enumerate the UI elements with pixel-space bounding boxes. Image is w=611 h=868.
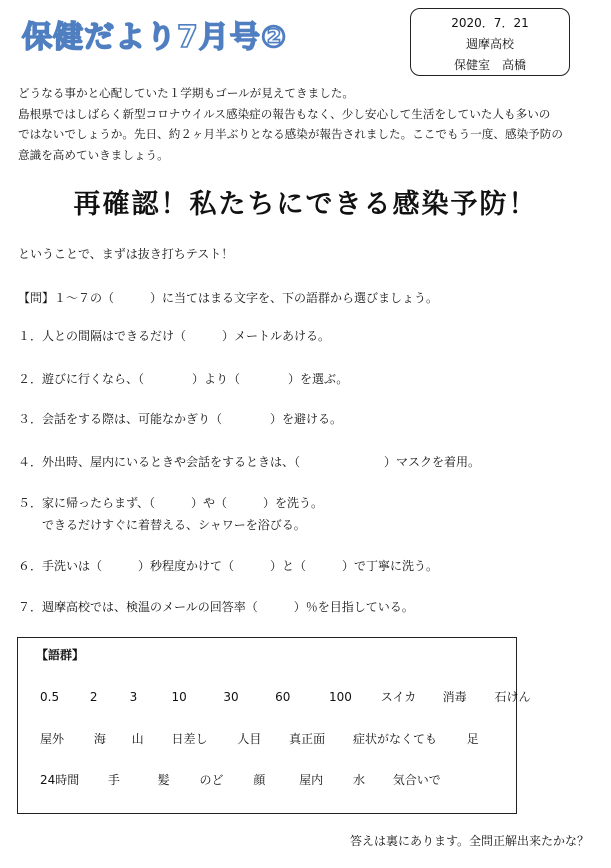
question-instruction: 【問】１～７の（ ）に当てはまる文字を、下の語群から選びましょう。 (18, 291, 439, 305)
word-item: 気合いで (392, 773, 441, 787)
intro-line: ではないでしょうか。先日、約２ヶ月半ぶりとなる感染が報告されました。ここでもう一度、感染予防の (18, 127, 563, 141)
intro-line: 島根県ではしばらく新型コロナウイルス感染症の報告もなく、少し安心して生活をしていた人も多いの (18, 106, 551, 121)
intro-line: どうなる事かと心配していた１学期もゴールが見えてきました。 (18, 86, 354, 100)
word-item: 症状がなくても (352, 732, 437, 746)
intro-paragraph (18, 83, 598, 165)
question-5-note: できるだけすぐに着替える、シャワーを浴びる。 (18, 518, 306, 532)
word-item: 人目 (237, 732, 262, 746)
question-1: １．人との間隔はできるだけ（ ）メートルあける。 (18, 329, 331, 343)
word-item: 10 (171, 690, 187, 704)
question-2: ２．遊びに行くなら、（ ）より（ ）を選ぶ。 (18, 372, 349, 386)
word-bank-box (17, 637, 531, 814)
word-item: 3 (129, 690, 138, 704)
footer-note: 答えは裏にあります。全問正解出来たかな？ (349, 834, 589, 848)
word-item: 髪 (157, 773, 170, 787)
issue-date: 2020．7．21 (451, 16, 529, 30)
word-item: 24時間 (40, 773, 80, 787)
question-7: ７．週摩高校では、検温のメールの回答率（ ）％を目指している。 (18, 600, 414, 614)
word-item: 60 (275, 690, 291, 704)
word-item: 0.5 (40, 690, 60, 704)
section-heading: 再確認！私たちにできる感染予防！ (73, 189, 538, 220)
word-item: 屋内 (299, 773, 324, 787)
question-6: ６．手洗いは（ ）秒程度かけて（ ）と（ ）で丁寧に洗う。 (18, 559, 439, 573)
word-item: 石けん (494, 690, 531, 704)
word-bank-row (40, 771, 441, 788)
word-item: 水 (352, 773, 365, 787)
word-item: 100 (328, 690, 352, 704)
word-item: 30 (223, 690, 239, 704)
word-item: 2 (89, 690, 98, 704)
intro-line: 意識を高めていきましょう。 (18, 147, 169, 162)
word-item: のど (199, 773, 224, 787)
word-bank-row (40, 688, 530, 705)
word-item: 顔 (253, 773, 266, 787)
question-5: ５．家に帰ったらまず、（ ）や（ ）を洗う。 (18, 496, 324, 510)
word-item: 山 (131, 732, 144, 746)
question-4: ４．外出時、屋内にいるときや会話をするときは、（ ）マスクを着用。 (18, 455, 481, 469)
word-item: スイカ (380, 690, 417, 704)
word-item: 海 (93, 732, 106, 746)
word-item: 真正面 (289, 732, 326, 746)
date-info-box (410, 8, 570, 76)
lead-text: ということで、まずは抜き打ちテスト！ (18, 247, 234, 261)
word-item: 屋外 (40, 732, 65, 746)
word-bank-row (40, 730, 479, 747)
word-item: 消毒 (442, 690, 467, 704)
newsletter-title: 保健だより7月号② (22, 20, 288, 55)
word-item: 手 (107, 773, 120, 787)
author: 保健室 高橋 (453, 58, 526, 72)
word-item: 足 (466, 732, 479, 746)
word-bank-title: 【語群】 (36, 648, 85, 662)
school-name: 週摩高校 (465, 37, 514, 51)
word-item: 日差し (171, 732, 208, 746)
question-3: ３．会話をする際は、可能なかぎり（ ）を避ける。 (18, 412, 343, 426)
